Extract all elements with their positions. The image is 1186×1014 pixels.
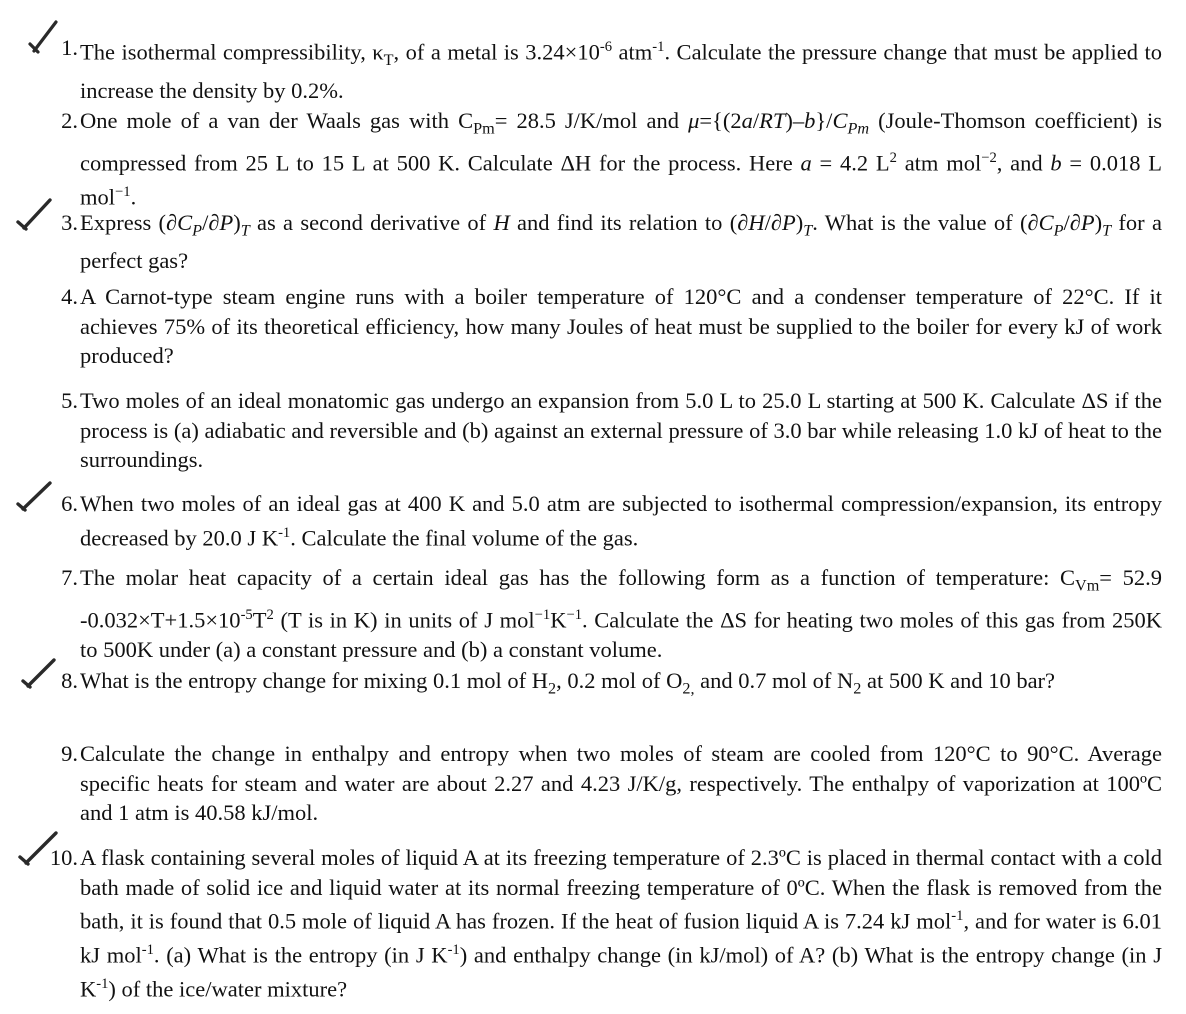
problem-text: A flask containing several moles of liquid A at its freezing temperature of 2.3ºC is placed in thermal contact with a cold bath made of solid ice and liquid water at its normal freezing temperature of 0ºC. When the flask is removed from the bath, it is found that 0.5 mole of liquid A has frozen. If the heat of fusion liquid A is 7.24 kJ mol$^{-1}$, and for water is 6.01 kJ mol$^{-1}$. (a) What is the entropy (in J $K^{-1}$) and enthalpy change (in kJ/mol) of A? (b) What is the entropy change (in J $K^{-1}$) of the ice/water mixture? [80,845,1163,1002]
problem-3 [30,208,1162,276]
problem-10 [30,843,1162,1004]
problem-9 [30,739,1162,828]
problem-number: 4. [61,284,78,309]
problem-number: 9. [61,741,78,766]
problem-number: 3. [61,210,78,235]
problem-8 [30,666,1162,704]
problem-text: Two moles of an ideal monatomic gas undergo an expansion from 5.0 L to 25.0 L starting at 500 K. Calculate ΔS if the process is (a) adiabatic and reversible and (b) against an external pressure of 3.0 bar while releasing 1.0 kJ of heat to the surroundings. [80,388,1162,472]
problem-text: Express $(\partial C_P/\partial P)_T$ as a second derivative of H and find its relation to $(\partial H/\partial P)_T$. What is the value of $(\partial C_P/\partial P)_T$ for a perfect gas? [80,210,1162,273]
problem-number: 10. [49,845,78,870]
problem-text: What is the entropy change for mixing 0.1 mol of $H_2$, 0.2 mol of $O_{2,}$ and 0.7 mol of $N_2$ at 500 K and 10 bar? [80,668,1056,698]
problem-1 [30,33,1162,105]
problem-text: One mole of a van der Waals gas with $C_{Pm}= 28.5$ J/K/mol and $\mu=\{(2a/RT)-b\}/C_{Pm}$ (Joule-Thomson coefficient) is compressed from 25 L to 15 L at 500 K. Calculate ΔH for the process. Here a = 4.2 $L^2$ atm mol$^{-2}$, and b = 0.018 L mol$^{-1}$. [80,108,1163,210]
problem-number: 6. [61,491,78,516]
problem-text: The molar heat capacity of a certain ideal gas has the following form as a function of temperature: $C_{Vm}= 52.9$ $-0.032\times T+1.5\times 10^{-5}T^2$ (T is in K) in units of J $mol^{-1}K^{-1}$. Calculate the ΔS for heating two moles of this gas from 250K to 500K under (a) a constant pressure and (b) a constant volume. [80,565,1162,662]
problem-number: 2. [61,108,78,133]
problem-6 [30,489,1162,553]
problem-5 [30,386,1162,475]
problem-number: 5. [61,388,78,413]
problem-text: A Carnot-type steam engine runs with a boiler temperature of 120°C and a condenser temperature of 22°C. If it achieves 75% of its theoretical efficiency, how many Joules of heat must be supplied to the boiler for every kJ of work produced? [80,284,1162,368]
problem-text: When two moles of an ideal gas at 400 K and 5.0 atm are subjected to isothermal compression/expansion, its entropy decreased by 20.0 J $K^{-1}$. Calculate the final volume of the gas. [80,491,1162,550]
problem-number: 1. [61,35,78,60]
problem-text: The isothermal compressibility, $\kappa_T$, of a metal is $3.24\times 10^{-6}$ atm$^{-1}$. Calculate the pressure change that must be applied to increase the density by 0.2%. [80,39,1163,103]
problem-text: Calculate the change in enthalpy and entropy when two moles of steam are cooled from 120°C to 90°C. Average specific heats for steam and water are about 2.27 and 4.23 J/K/g, respectively. The enthalpy of vaporization at 100ºC and 1 atm is 40.58 kJ/mol. [80,741,1162,825]
problem-2 [30,106,1162,212]
problem-number: 8. [61,668,78,693]
problem-number: 7. [61,565,78,590]
problem-4 [30,282,1162,371]
problem-7 [30,563,1162,665]
